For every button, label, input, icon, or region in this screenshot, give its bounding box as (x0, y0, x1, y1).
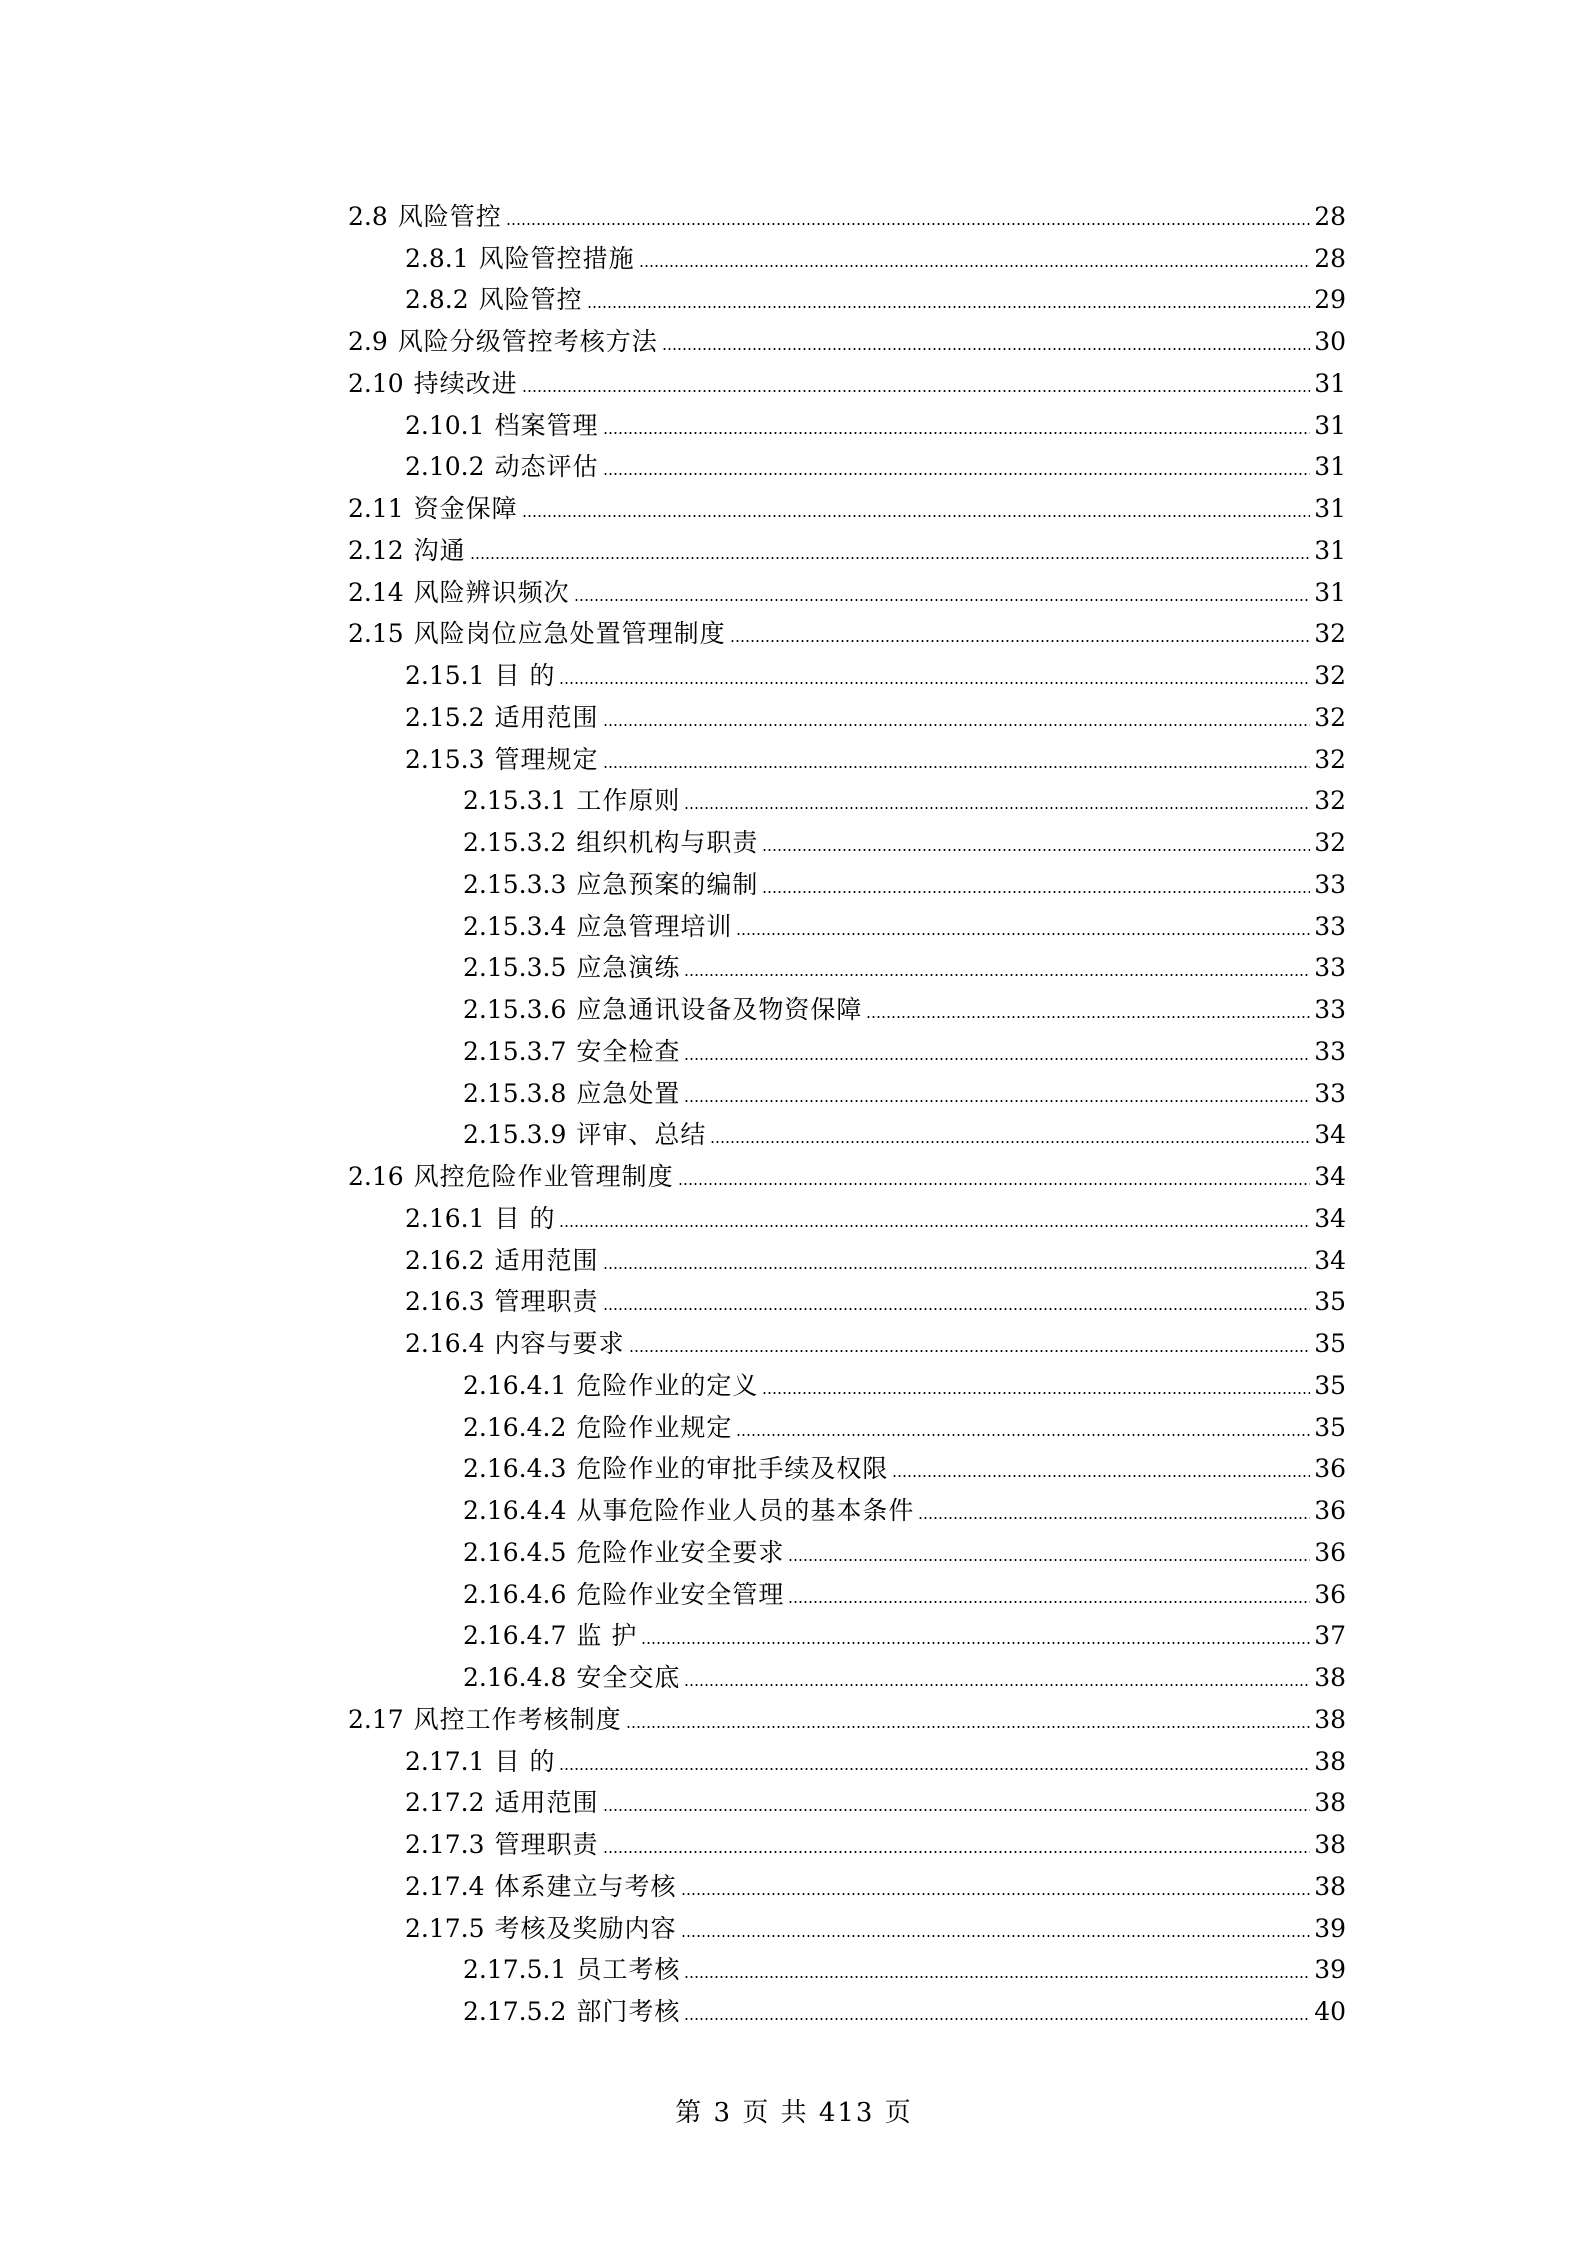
toc-entry-page-number: 33 (1314, 1036, 1346, 1066)
toc-entry[interactable] (348, 822, 1346, 864)
toc-entry-title: 部门考核 (576, 1997, 681, 2027)
toc-entry[interactable] (348, 1950, 1346, 1992)
toc-entry-page-number: 32 (1314, 744, 1346, 774)
toc-dot-leader (603, 1809, 1311, 1811)
toc-entry-number: 2.17.5 (405, 1913, 485, 1943)
toc-entry[interactable] (348, 614, 1346, 656)
toc-entry-number: 2.9 (348, 327, 388, 357)
toc-entry[interactable] (348, 1490, 1346, 1532)
toc-entry-number: 2.14 (348, 577, 404, 607)
toc-entry[interactable] (348, 1616, 1346, 1658)
toc-entry[interactable] (348, 781, 1346, 823)
toc-entry-title: 适用范围 (494, 702, 599, 732)
toc-entry-page-number: 32 (1314, 786, 1346, 816)
toc-dot-leader (762, 891, 1310, 893)
toc-entry-page-number: 32 (1314, 661, 1346, 691)
toc-entry-page-number: 29 (1314, 285, 1346, 315)
toc-dot-leader (603, 1308, 1311, 1310)
toc-entry[interactable] (348, 1657, 1346, 1699)
toc-entry[interactable] (348, 1073, 1346, 1115)
toc-entry-title: 危险作业安全管理 (576, 1579, 785, 1609)
toc-entry-number: 2.8.2 (405, 285, 469, 315)
toc-dot-leader (603, 432, 1311, 434)
toc-dot-leader (684, 1976, 1310, 1978)
toc-entry[interactable] (348, 1824, 1346, 1866)
toc-entry-page-number: 34 (1314, 1162, 1346, 1192)
toc-entry-page-number: 33 (1314, 1078, 1346, 1108)
toc-entry-number: 2.15.3.6 (463, 995, 567, 1025)
toc-dot-leader (629, 1350, 1311, 1352)
toc-entry-number: 2.16.1 (405, 1203, 485, 1233)
toc-entry-page-number: 28 (1314, 201, 1346, 231)
toc-entry-page-number: 31 (1314, 410, 1346, 440)
toc-entry-title: 安全交底 (576, 1663, 681, 1693)
toc-entry-number: 2.11 (348, 494, 404, 524)
toc-entry[interactable] (348, 1156, 1346, 1198)
toc-entry-title: 危险作业的定义 (576, 1370, 759, 1400)
toc-entry[interactable] (348, 1783, 1346, 1825)
toc-entry-page-number: 35 (1314, 1412, 1346, 1442)
toc-entry-title: 适用范围 (494, 1788, 599, 1818)
toc-entry-number: 2.15.3.1 (463, 786, 567, 816)
toc-entry-number: 2.12 (348, 535, 404, 565)
toc-entry-number: 2.17.5.2 (463, 1997, 567, 2027)
toc-entry[interactable] (348, 405, 1346, 447)
toc-entry-page-number: 39 (1314, 1955, 1346, 1985)
toc-dot-leader (603, 766, 1311, 768)
toc-entry[interactable] (348, 1282, 1346, 1324)
toc-entry[interactable] (348, 488, 1346, 530)
toc-entry[interactable] (348, 363, 1346, 405)
toc-entry-number: 2.15.3.3 (463, 869, 567, 899)
toc-entry[interactable] (348, 697, 1346, 739)
toc-dot-leader (678, 1183, 1311, 1185)
toc-entry-title: 危险作业安全要求 (576, 1537, 785, 1567)
toc-entry-title: 应急通讯设备及物资保障 (576, 995, 863, 1025)
toc-entry-number: 2.8.1 (405, 243, 469, 273)
toc-entry-title: 风险管控 (397, 201, 502, 231)
toc-entry-number: 2.16.4 (405, 1329, 485, 1359)
toc-entry-page-number: 33 (1314, 911, 1346, 941)
toc-entry-page-number: 35 (1314, 1370, 1346, 1400)
toc-dot-leader (506, 223, 1310, 225)
toc-dot-leader (603, 473, 1311, 475)
toc-entry-number: 2.16.4.5 (463, 1537, 567, 1567)
toc-dot-leader (603, 724, 1311, 726)
toc-entry-title: 目 的 (494, 1203, 556, 1233)
toc-entry-page-number: 31 (1314, 535, 1346, 565)
toc-entry-page-number: 32 (1314, 702, 1346, 732)
toc-entry-page-number: 35 (1314, 1329, 1346, 1359)
toc-dot-leader (684, 2018, 1310, 2020)
toc-entry-title: 应急预案的编制 (576, 869, 759, 899)
toc-entry-title: 评审、总结 (576, 1120, 707, 1150)
toc-entry[interactable] (348, 238, 1346, 280)
toc-entry-number: 2.17.3 (405, 1830, 485, 1860)
toc-dot-leader (684, 1100, 1310, 1102)
toc-entry[interactable] (348, 1031, 1346, 1073)
toc-entry[interactable] (348, 1198, 1346, 1240)
toc-dot-leader (559, 682, 1310, 684)
toc-entry[interactable] (348, 1866, 1346, 1908)
toc-dot-leader (641, 1642, 1310, 1644)
toc-entry-number: 2.17.1 (405, 1746, 485, 1776)
toc-entry[interactable] (348, 1741, 1346, 1783)
toc-entry-page-number: 38 (1314, 1663, 1346, 1693)
toc-entry[interactable] (348, 1449, 1346, 1491)
toc-dot-leader (788, 1559, 1310, 1561)
toc-dot-leader (788, 1601, 1310, 1603)
toc-entry-page-number: 38 (1314, 1871, 1346, 1901)
toc-entry-title: 考核及奖励内容 (494, 1913, 677, 1943)
toc-entry[interactable] (348, 739, 1346, 781)
toc-entry-title: 从事危险作业人员的基本条件 (576, 1496, 915, 1526)
toc-dot-leader (710, 1141, 1310, 1143)
toc-entry-title: 应急处置 (576, 1078, 681, 1108)
toc-dot-leader (684, 1058, 1310, 1060)
toc-entry-page-number: 40 (1314, 1997, 1346, 2027)
toc-entry-title: 资金保障 (413, 494, 518, 524)
toc-entry-title: 目 的 (494, 661, 556, 691)
toc-entry-title: 风险管控 (478, 285, 583, 315)
toc-entry-title: 管理规定 (494, 744, 599, 774)
toc-entry[interactable] (348, 906, 1346, 948)
toc-dot-leader (470, 557, 1311, 559)
toc-entry-title: 持续改进 (413, 368, 518, 398)
toc-entry-page-number: 36 (1314, 1454, 1346, 1484)
toc-entry-number: 2.16.4.8 (463, 1663, 567, 1693)
toc-entry-page-number: 36 (1314, 1496, 1346, 1526)
toc-entry-number: 2.15.3.8 (463, 1078, 567, 1108)
toc-entry-title: 应急演练 (576, 953, 681, 983)
table-of-contents (348, 196, 1346, 2033)
toc-entry[interactable] (348, 1908, 1346, 1950)
toc-entry[interactable] (348, 1699, 1346, 1741)
toc-dot-leader (681, 1893, 1311, 1895)
toc-entry-number: 2.16.4.2 (463, 1412, 567, 1442)
toc-entry-title: 监 护 (576, 1621, 638, 1651)
toc-entry[interactable] (348, 572, 1346, 614)
toc-entry-title: 体系建立与考核 (494, 1871, 677, 1901)
toc-dot-leader (522, 515, 1311, 517)
toc-dot-leader (522, 390, 1311, 392)
toc-dot-leader (574, 599, 1311, 601)
toc-entry-title: 目 的 (494, 1746, 556, 1776)
toc-entry[interactable] (348, 196, 1346, 238)
toc-entry-number: 2.16.4.1 (463, 1370, 567, 1400)
toc-entry-title: 工作原则 (576, 786, 681, 816)
toc-dot-leader (762, 1392, 1310, 1394)
toc-entry-page-number: 33 (1314, 995, 1346, 1025)
toc-entry[interactable] (348, 1407, 1346, 1449)
toc-entry-page-number: 31 (1314, 577, 1346, 607)
toc-dot-leader (892, 1475, 1310, 1477)
toc-entry-number: 2.15.3.5 (463, 953, 567, 983)
toc-entry-title: 风控工作考核制度 (413, 1704, 622, 1734)
toc-entry-page-number: 33 (1314, 869, 1346, 899)
toc-entry[interactable] (348, 530, 1346, 572)
toc-entry-title: 风险辨识频次 (413, 577, 570, 607)
toc-entry-page-number: 31 (1314, 452, 1346, 482)
toc-dot-leader (866, 1016, 1310, 1018)
toc-entry-title: 员工考核 (576, 1955, 681, 1985)
toc-dot-leader (684, 1684, 1310, 1686)
toc-dot-leader (730, 640, 1311, 642)
toc-entry-title: 风险岗位应急处置管理制度 (413, 619, 726, 649)
toc-dot-leader (626, 1726, 1311, 1728)
toc-entry-title: 危险作业的审批手续及权限 (576, 1454, 889, 1484)
toc-entry-title: 内容与要求 (494, 1329, 625, 1359)
toc-dot-leader (918, 1517, 1310, 1519)
toc-entry-page-number: 32 (1314, 619, 1346, 649)
toc-entry-number: 2.15.3 (405, 744, 485, 774)
toc-entry-page-number: 32 (1314, 828, 1346, 858)
toc-entry-number: 2.15.3.7 (463, 1036, 567, 1066)
toc-entry[interactable] (348, 864, 1346, 906)
toc-entry-page-number: 34 (1314, 1245, 1346, 1275)
toc-entry-title: 风控危险作业管理制度 (413, 1162, 674, 1192)
toc-entry-page-number: 37 (1314, 1621, 1346, 1651)
toc-dot-leader (736, 1434, 1310, 1436)
toc-dot-leader (684, 807, 1310, 809)
toc-dot-leader (559, 1768, 1310, 1770)
toc-entry[interactable] (348, 1323, 1346, 1365)
toc-entry-number: 2.17.2 (405, 1788, 485, 1818)
toc-entry-number: 2.16.4.6 (463, 1579, 567, 1609)
toc-dot-leader (762, 849, 1310, 851)
toc-entry-number: 2.10.2 (405, 452, 485, 482)
toc-entry-page-number: 38 (1314, 1788, 1346, 1818)
toc-entry-page-number: 33 (1314, 953, 1346, 983)
toc-entry-title: 应急管理培训 (576, 911, 733, 941)
toc-entry-title: 危险作业规定 (576, 1412, 733, 1442)
toc-entry-page-number: 28 (1314, 243, 1346, 273)
toc-entry-number: 2.16.4.7 (463, 1621, 567, 1651)
toc-entry-title: 管理职责 (494, 1830, 599, 1860)
toc-entry-page-number: 30 (1314, 327, 1346, 357)
toc-dot-leader (559, 1225, 1310, 1227)
toc-dot-leader (736, 933, 1310, 935)
toc-entry-number: 2.15.1 (405, 661, 485, 691)
toc-entry[interactable] (348, 989, 1346, 1031)
toc-entry-title: 风险管控措施 (478, 243, 635, 273)
toc-entry-page-number: 31 (1314, 368, 1346, 398)
toc-entry-page-number: 38 (1314, 1830, 1346, 1860)
toc-entry-page-number: 39 (1314, 1913, 1346, 1943)
toc-entry-title: 档案管理 (494, 410, 599, 440)
toc-entry-title: 适用范围 (494, 1245, 599, 1275)
toc-entry-page-number: 36 (1314, 1537, 1346, 1567)
toc-entry-number: 2.10.1 (405, 410, 485, 440)
toc-entry[interactable] (348, 1240, 1346, 1282)
toc-dot-leader (681, 1935, 1311, 1937)
toc-entry-title: 管理职责 (494, 1287, 599, 1317)
toc-entry[interactable] (348, 1991, 1346, 2033)
toc-dot-leader (603, 1851, 1311, 1853)
toc-entry-number: 2.15.3.4 (463, 911, 567, 941)
toc-entry-title: 安全检查 (576, 1036, 681, 1066)
toc-entry-number: 2.16.4.4 (463, 1496, 567, 1526)
toc-dot-leader (587, 306, 1311, 308)
toc-entry-number: 2.8 (348, 201, 388, 231)
toc-entry[interactable] (348, 447, 1346, 489)
toc-entry-page-number: 31 (1314, 494, 1346, 524)
toc-entry[interactable] (348, 1115, 1346, 1157)
toc-entry-title: 组织机构与职责 (576, 828, 759, 858)
toc-entry-number: 2.17.4 (405, 1871, 485, 1901)
toc-dot-leader (639, 265, 1311, 267)
toc-entry[interactable] (348, 948, 1346, 990)
toc-entry-number: 2.16 (348, 1162, 404, 1192)
toc-entry-number: 2.15.2 (405, 702, 485, 732)
page-footer: 第 3 页 共 413 页 (675, 2098, 913, 2128)
toc-dot-leader (662, 348, 1310, 350)
toc-entry-number: 2.16.3 (405, 1287, 485, 1317)
toc-entry[interactable] (348, 321, 1346, 363)
toc-entry-number: 2.10 (348, 368, 404, 398)
toc-entry-number: 2.16.4.3 (463, 1454, 567, 1484)
toc-entry-page-number: 38 (1314, 1746, 1346, 1776)
toc-entry-title: 风险分级管控考核方法 (397, 327, 658, 357)
toc-entry[interactable] (348, 280, 1346, 322)
toc-dot-leader (684, 974, 1310, 976)
toc-entry[interactable] (348, 1532, 1346, 1574)
toc-entry[interactable] (348, 1365, 1346, 1407)
toc-entry-page-number: 36 (1314, 1579, 1346, 1609)
toc-entry-number: 2.17 (348, 1704, 404, 1734)
toc-entry-number: 2.16.2 (405, 1245, 485, 1275)
toc-entry-number: 2.15 (348, 619, 404, 649)
toc-entry[interactable] (348, 1574, 1346, 1616)
toc-entry-number: 2.15.3.9 (463, 1120, 567, 1150)
toc-entry-page-number: 35 (1314, 1287, 1346, 1317)
toc-entry-title: 动态评估 (494, 452, 599, 482)
toc-entry-title: 沟通 (413, 535, 466, 565)
toc-entry-page-number: 34 (1314, 1203, 1346, 1233)
toc-entry-page-number: 38 (1314, 1704, 1346, 1734)
toc-entry-number: 2.15.3.2 (463, 828, 567, 858)
toc-entry[interactable] (348, 655, 1346, 697)
toc-dot-leader (603, 1267, 1311, 1269)
toc-entry-page-number: 34 (1314, 1120, 1346, 1150)
toc-entry-number: 2.17.5.1 (463, 1955, 567, 1985)
